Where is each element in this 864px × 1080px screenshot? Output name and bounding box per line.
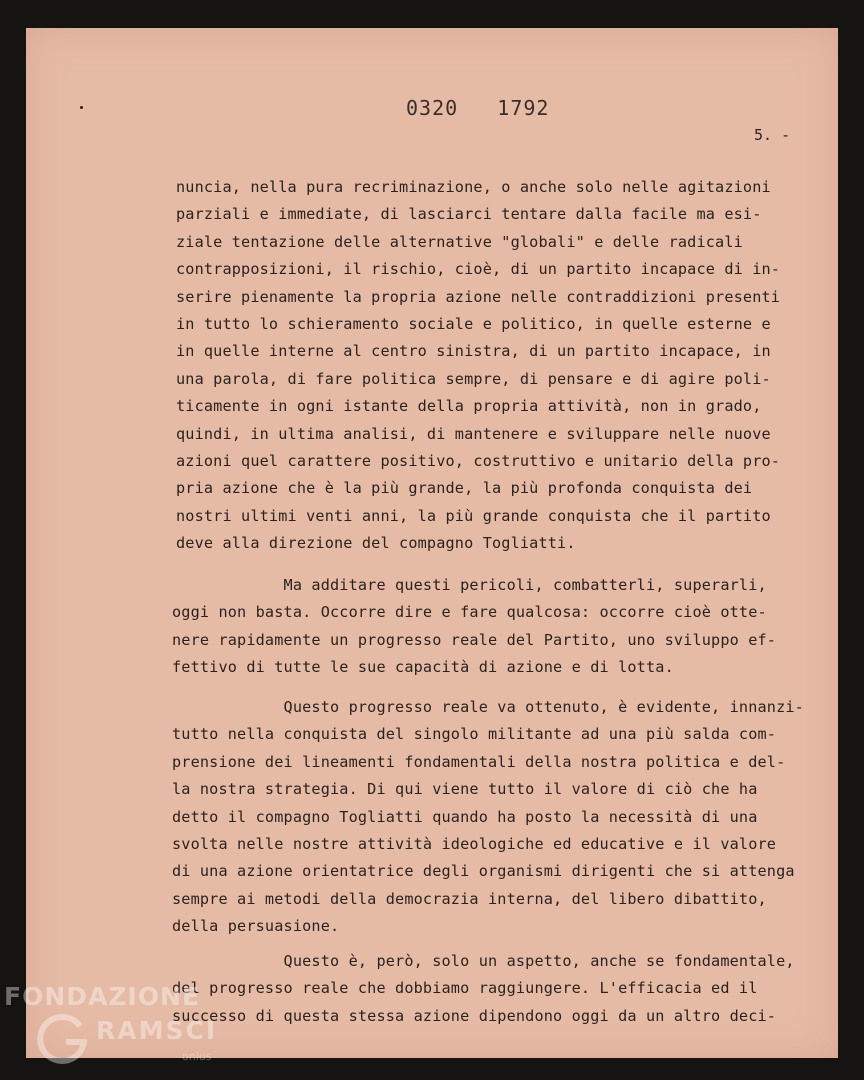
text-line: del progresso reale che dobbiamo raggiungere. L'efficacia ed il: [172, 979, 758, 998]
archive-number: 0320 1792: [406, 96, 550, 120]
text-line: ziale tentazione delle alternative "globali" e delle radicali: [176, 232, 743, 251]
text-line: pria azione che è la più grande, la più profonda conquista dei: [176, 479, 753, 498]
text-line: deve alla direzione del compagno Togliatti.: [176, 534, 576, 553]
text-line: fettivo di tutte le sue capacità di azione e di lotta.: [172, 658, 674, 677]
paragraph-3: [172, 694, 804, 941]
watermark-line-1: FONDAZIONE: [4, 982, 201, 1011]
text-line: in tutto lo schieramento sociale e politico, in quelle esterne e: [176, 314, 771, 333]
text-line: nuncia, nella pura recriminazione, o anche solo nelle agitazioni: [176, 178, 771, 196]
gramsci-g-logo-icon: [36, 1012, 90, 1066]
text-line: svolta nelle nostre attività ideologiche ed educative e il valore: [172, 834, 777, 853]
typewritten-page: [26, 28, 838, 1058]
paragraph-1: [176, 174, 780, 557]
watermark-line-2: RAMSCI: [96, 1016, 218, 1045]
text-line: sempre ai metodi della democrazia interna, del libero dibattito,: [172, 889, 767, 908]
paragraph-4: [172, 948, 795, 1030]
text-line: tutto nella conquista del singolo militante ad una più salda com-: [172, 725, 777, 744]
text-line: Questo è, però, solo un aspetto, anche se fondamentale,: [172, 952, 795, 970]
text-line: quindi, in ultima analisi, di mantenere e sviluppare nelle nuove: [176, 424, 771, 443]
text-line: parziali e immediate, di lasciarci tentare dalla facile ma esi-: [176, 205, 762, 224]
text-line: una parola, di fare politica sempre, di pensare e di agire poli-: [176, 369, 771, 388]
text-line: Questo progresso reale va ottenuto, è evidente, innanzi-: [172, 698, 804, 716]
watermark-suffix: onlus: [182, 1050, 212, 1063]
text-line: in quelle interne al centro sinistra, di un partito incapace, in: [176, 342, 771, 361]
page-number: 5. -: [754, 126, 791, 144]
paper-mark: [80, 106, 83, 109]
text-line: Ma additare questi pericoli, combatterli, superarli,: [172, 576, 767, 594]
text-line: ticamente in ogni istante della propria attività, non in grado,: [176, 397, 762, 416]
text-line: nere rapidamente un progresso reale del Partito, uno sviluppo ef-: [172, 630, 777, 649]
text-line: prensione dei lineamenti fondamentali della nostra politica e del-: [172, 752, 786, 771]
text-line: serire pienamente la propria azione nelle contraddizioni presenti: [176, 287, 781, 306]
text-line: contrapposizioni, il rischio, cioè, di un partito incapace di in-: [176, 260, 781, 279]
text-line: di una azione orientatrice degli organismi dirigenti che si attenga: [172, 862, 795, 881]
text-line: della persuasione.: [172, 917, 340, 936]
text-line: oggi non basta. Occorre dire e fare qualcosa: occorre cioè otte-: [172, 603, 767, 622]
text-line: azioni quel carattere positivo, costruttivo e unitario della pro-: [176, 451, 781, 470]
text-line: detto il compagno Togliatti quando ha posto la necessità di una: [172, 807, 758, 826]
fondazione-gramsci-watermark: [4, 982, 234, 1074]
paragraph-2: [172, 572, 776, 682]
text-line: nostri ultimi venti anni, la più grande conquista che il partito: [176, 506, 771, 525]
text-line: successo di questa stessa azione dipendono oggi da un altro deci-: [172, 1006, 777, 1025]
text-line: la nostra strategia. Di qui viene tutto il valore di ciò che ha: [172, 780, 758, 799]
